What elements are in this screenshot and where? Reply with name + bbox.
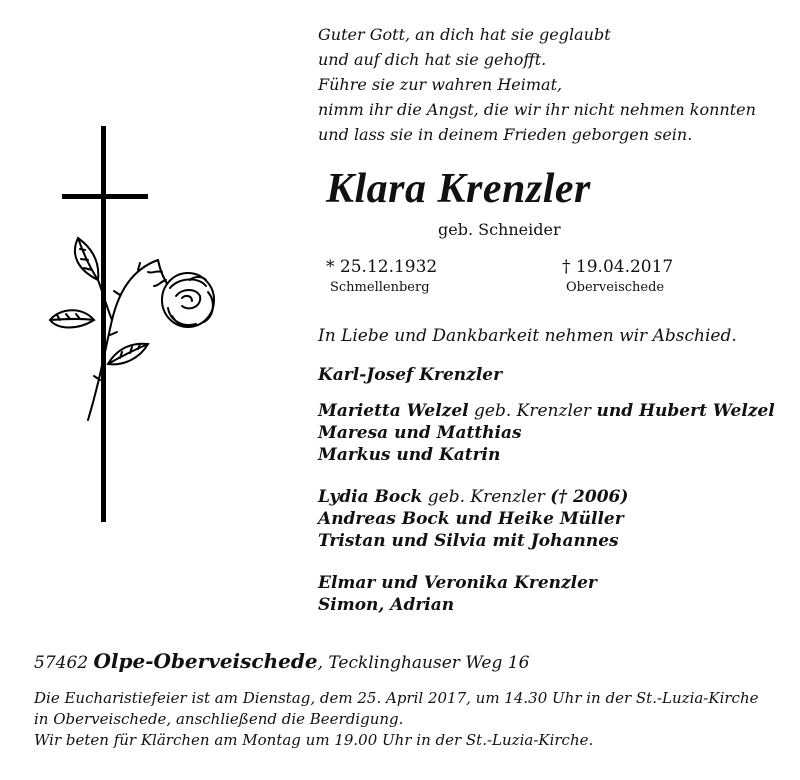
verse-line: Führe sie zur wahren Heimat, [318,75,563,94]
relative-line: Andreas Bock und Heike Müller [318,509,624,529]
rose-icon [50,238,214,420]
relative-line: Karl-Josef Krenzler [318,365,503,385]
verse-line: und lass sie in deinem Frieden geborgen sein. [318,125,693,144]
relative-name: Marietta Welzel [318,401,469,421]
cross-with-rose-illustration [30,120,230,530]
verse [318,22,756,147]
relative-line: Simon, Adrian [318,595,455,615]
relative-maiden: geb. Krenzler [422,487,551,507]
relative-partner: und Hubert Welzel [596,401,775,421]
relative-line: Maresa und Matthias [318,423,522,443]
maiden-name: geb. Schneider [438,220,561,239]
relative-line: Elmar und Veronika Krenzler [318,573,597,593]
farewell-line: In Liebe und Dankbarkeit nehmen wir Abschied. [318,326,737,346]
relatives-group-2 [318,400,775,466]
note-line: Die Eucharistiefeier ist am Dienstag, dem 25. April 2017, um 14.30 Uhr in der St.-Luzia-Kirche [34,689,759,707]
relatives-group-1 [318,364,502,386]
death-place: Oberveischede [566,280,665,295]
relative-line: Markus und Katrin [318,445,501,465]
relative-death-note: († 2006) [550,487,629,507]
relative-maiden: geb. Krenzler [468,401,597,421]
birth-date: * 25.12.1932 [326,257,438,277]
death-date: † 19.04.2017 [562,257,674,277]
note-line: Wir beten für Klärchen am Montag um 19.00 Uhr in der St.-Luzia-Kirche. [34,731,594,749]
verse-line: und auf dich hat sie gehofft. [318,50,547,69]
verse-line: nimm ihr die Angst, die wir ihr nicht nehmen konnten [318,100,756,119]
address-zip: 57462 [34,653,89,673]
relatives-group-3 [318,486,628,552]
deceased-name: Klara Krenzler [326,166,591,212]
note-line: in Oberveischede, anschließend die Beerdigung. [34,710,404,728]
address-city: Olpe-Oberveischede [93,649,318,673]
address-street: , Tecklinghauser Weg 16 [317,653,530,673]
relative-name: Lydia Bock [318,487,423,507]
address [34,649,529,673]
birth-place: Schmellenberg [330,280,430,295]
relatives-group-4 [318,572,597,616]
verse-line: Guter Gott, an dich hat sie geglaubt [318,25,611,44]
relative-line [318,486,628,508]
relative-line: Tristan und Silvia mit Johannes [318,531,619,551]
relative-line [318,400,775,422]
service-notes [34,688,759,751]
